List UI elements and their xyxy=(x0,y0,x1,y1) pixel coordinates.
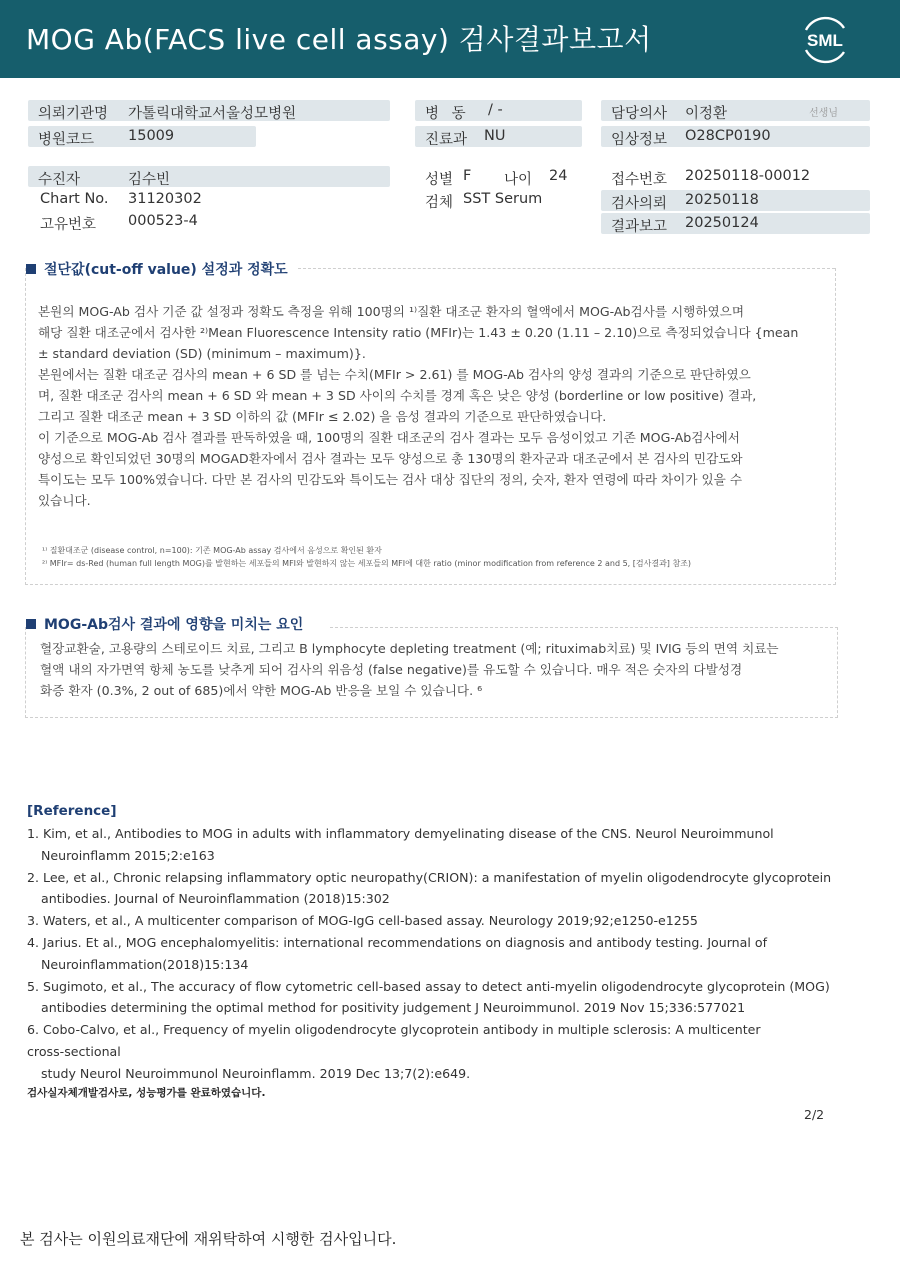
department-value: NU xyxy=(484,128,506,144)
hospital-code-value: 15009 xyxy=(128,128,175,144)
factors-line: 화증 환자 (0.3%, 2 out of 685)에서 약한 MOG-Ab 반응을 보일 수 있습니다. ⁶ xyxy=(40,683,483,698)
specimen-label: 검체 xyxy=(425,195,454,211)
patient-label: 수진자 xyxy=(38,172,81,188)
section-cutoff-title-text: 절단값(cut-off value) 설정과 정확도 xyxy=(44,262,288,278)
specimen-value: SST Serum xyxy=(463,191,543,207)
section-cutoff-body xyxy=(38,301,798,511)
reference-item: 2. Lee, et al., Chronic relapsing inflammatory optic neuropathy(CRION): a manifestation of myelin oligodendrocyte glycoprotein xyxy=(27,869,832,885)
factors-line: 혈액 내의 자가면역 항체 농도를 낮추게 되어 검사의 위음성 (false negative)를 유도할 수 있습니다. 매우 적은 숫자의 다발성경 xyxy=(40,662,743,677)
clinical-info-value: O28CP0190 xyxy=(685,128,771,144)
footer-note: 본 검사는 이원의료재단에 재위탁하여 시행한 검사입니다. xyxy=(20,1230,397,1248)
cutoff-line: 양성으로 확인되었던 30명의 MOGAD환자에서 검사 결과는 모두 양성으로 총 130명의 환자군과 대조군에서 본 검사의 민감도와 xyxy=(38,451,743,466)
section-factors-title-text: MOG-Ab검사 결과에 영향을 미치는 요인 xyxy=(44,617,304,633)
receipt-no-field xyxy=(601,166,870,187)
cutoff-line: 이 기준으로 MOG-Ab 검사 결과를 판독하였을 때, 100명의 질환 대조군의 검사 결과는 모두 음성이었고 기존 MOG-Ab검사에서 xyxy=(38,430,740,445)
institution-field xyxy=(28,100,390,121)
doctor-suffix: 선생님 xyxy=(809,108,838,119)
report-date-label: 결과보고 xyxy=(611,219,668,235)
sex-label: 성별 xyxy=(425,172,454,188)
cutoff-line: 본원의 MOG-Ab 검사 기준 값 설정과 정확도 측정을 위해 100명의 ¹⁾질환 대조군 환자의 혈액에서 MOG-Ab검사를 시행하였으며 xyxy=(38,304,745,319)
reference-item-continued: Neuroinflamm 2015;2:e163 xyxy=(41,847,215,863)
ward-field xyxy=(415,100,582,121)
reference-item: 3. Waters, et al., A multicenter comparison of MOG-IgG cell-based assay. Neurology 2019;92;e1250-e1255 xyxy=(27,913,698,929)
reference-item-continued: study Neurol Neuroimmunol Neuroinflamm. 2019 Dec 13;7(2):e649. xyxy=(41,1065,471,1081)
cutoff-line: ± standard deviation (SD) (minimum – maximum)}. xyxy=(38,346,366,361)
report-date-field xyxy=(601,213,870,234)
unique-no-value: 000523-4 xyxy=(128,213,198,229)
reference-item: 6. Cobo-Calvo, et al., Frequency of myelin oligodendrocyte glycoprotein antibody in multiple sclerosis: A multicenter xyxy=(27,1022,761,1038)
doctor-field xyxy=(601,100,870,121)
institution-label: 의뢰기관명 xyxy=(38,106,109,122)
receipt-no-label: 접수번호 xyxy=(611,172,668,188)
clinical-info-label: 임상정보 xyxy=(611,132,668,148)
chart-no-field xyxy=(30,189,330,210)
reference-item: 4. Jarius. Et al., MOG encephalomyelitis: international recommendations on diagnosis and antibody testing. Journal of xyxy=(27,934,768,950)
reference-list xyxy=(27,823,831,1085)
institution-value: 가톨릭대학교서울성모병원 xyxy=(128,106,297,122)
doctor-value: 이정환 xyxy=(685,106,728,122)
ward-value: / - xyxy=(488,102,503,118)
cutoff-line: 그리고 질환 대조군 mean + 3 SD 이하의 값 (MFIr ≤ 2.02) 을 음성 결과의 기준으로 판단하였습니다. xyxy=(38,409,607,424)
reference-item-continued: Neuroinflammation(2018)15:134 xyxy=(41,956,249,972)
sex-age-field xyxy=(415,166,590,187)
cutoff-line: 있습니다. xyxy=(38,493,91,508)
sml-logo xyxy=(798,14,852,64)
hospital-code-field xyxy=(28,126,256,147)
specimen-field xyxy=(415,189,590,210)
request-date-field xyxy=(601,190,870,211)
reference-heading: [Reference] xyxy=(27,803,117,819)
cutoff-line: 본원에서는 질환 대조군 검사의 mean + 6 SD 를 넘는 수치(MFIr > 2.61) 를 MOG-Ab 검사의 양성 결과의 기준으로 판단하였으 xyxy=(38,367,751,382)
department-field xyxy=(415,126,582,147)
cutoff-footnotes xyxy=(42,544,691,570)
receipt-no-value: 20250118-00012 xyxy=(685,168,811,184)
cutoff-line: 며, 질환 대조군 검사의 mean + 6 SD 와 mean + 3 SD 사이의 수치를 경계 혹은 낮은 양성 (borderline or low positive) 결과, xyxy=(38,388,757,403)
department-label: 진료과 xyxy=(425,132,468,148)
reference-item-continued: antibodies determining the optimal method for positivity judgement J Neuroimmunol. 2019 Nov 15;336:577021 xyxy=(41,1000,746,1016)
page-number: 2/2 xyxy=(804,1107,825,1122)
report-title: MOG Ab(FACS live cell assay) 검사결과보고서 xyxy=(26,23,652,56)
reference-item: 5. Sugimoto, et al., The accuracy of flow cytometric cell-based assay to detect anti-myelin oligodendrocyte glycoprotein (MOG) xyxy=(27,978,830,994)
unique-no-label: 고유번호 xyxy=(40,217,97,233)
section-factors-body xyxy=(40,638,779,701)
chart-no-label: Chart No. xyxy=(40,191,109,207)
ward-label: 병 동 xyxy=(425,106,466,122)
age-value: 24 xyxy=(549,168,568,184)
cutoff-line: 해당 질환 대조군에서 검사한 ²⁾Mean Fluorescence Intensity ratio (MFIr)는 1.43 ± 0.20 (1.11 – 2.10)으로 측정되었습니다 {mean xyxy=(38,325,799,340)
validation-note: 검사실자체개발검사로, 성능평가를 완료하였습니다. xyxy=(27,1087,266,1099)
reference-item-continued: antibodies. Journal of Neuroinflammation (2018)15:302 xyxy=(41,891,390,907)
factors-line: 혈장교환술, 고용량의 스테로이드 치료, 그리고 B lymphocyte depleting treatment (예; rituximab치료) 및 IVIG 등의 면역 치료는 xyxy=(40,641,779,656)
request-date-value: 20250118 xyxy=(685,192,759,208)
logo-text: SML xyxy=(807,31,843,50)
report-header xyxy=(0,0,900,78)
age-label: 나이 xyxy=(504,172,533,188)
unique-no-field xyxy=(30,211,330,232)
report-date-value: 20250124 xyxy=(685,215,759,231)
footnote: ²⁾ MFIr= ds-Red (human full length MOG)를 발현하는 세포들의 MFI와 발현하지 않는 세포들의 MFI에 대한 ratio (minor modification from reference 2 and 5, [검사결과] 참조) xyxy=(42,559,692,568)
reference-item-continued: cross-sectional xyxy=(27,1043,121,1059)
footnote: ¹⁾ 질환대조군 (disease control, n=100): 기존 MOG-Ab assay 검사에서 음성으로 확인된 환자 xyxy=(42,546,382,555)
cutoff-line: 특이도는 모두 100%였습니다. 다만 본 검사의 민감도와 특이도는 검사 대상 집단의 정의, 숫자, 환자 연령에 따라 차이가 있을 수 xyxy=(38,472,743,487)
reference-item: 1. Kim, et al., Antibodies to MOG in adults with inflammatory demyelinating disease of the CNS. Neurol Neuroimmunol xyxy=(27,826,774,841)
patient-value: 김수빈 xyxy=(128,172,171,188)
patient-field xyxy=(28,166,390,187)
chart-no-value: 31120302 xyxy=(128,191,202,207)
sex-value: F xyxy=(463,168,472,184)
hospital-code-label: 병원코드 xyxy=(38,132,95,148)
request-date-label: 검사의뢰 xyxy=(611,196,668,212)
clinical-info-field xyxy=(601,126,870,147)
doctor-label: 담당의사 xyxy=(611,106,668,122)
